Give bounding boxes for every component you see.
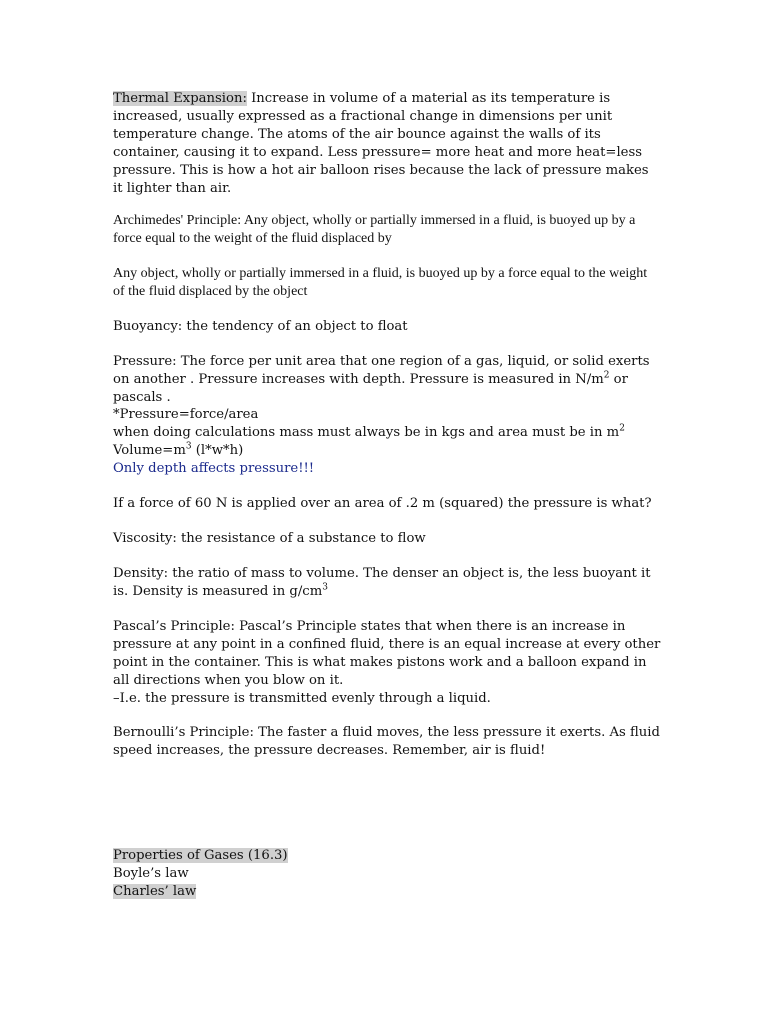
formulas-block [113, 406, 661, 478]
thermal-expansion-paragraph [113, 90, 661, 198]
gases-section [113, 847, 661, 901]
viscosity-paragraph: Viscosity: the resistance of a substance to flow [113, 531, 426, 546]
gases-heading: Properties of Gases (16.3) [113, 848, 288, 863]
pressure-text-after: or pascals . [113, 372, 628, 405]
pascal-block [113, 618, 661, 708]
gases-item-charles: Charles’ law [113, 884, 197, 899]
thermal-expansion-term: Thermal Expansion: [113, 91, 247, 106]
volume-sup: 3 [185, 441, 192, 452]
archimedes-paragraph: Archimedes' Principle: Any object, wholly or partially immersed in a fluid, is buoyed up by a force equal to the weight of the fluid displaced by [113, 213, 636, 246]
pressure-sup: 2 [603, 370, 610, 381]
pascal-paragraph: Pascal’s Principle: Pascal’s Principle states that when there is an increase in pressure at any point in a confined fluid, there is an equal increase at every other point in the container. This is what makes pistons work and a balloon expand in all directions when you blow on it. [113, 619, 661, 688]
any-object-paragraph: Any object, wholly or partially immersed in a fluid, is buoyed up by a force equal to the weight of the fluid displaced by the object [113, 266, 648, 299]
thermal-expansion-text: Increase in volume of a material as its temperature is increased, usually expressed as a fractional change in dimensions per unit temperature change. The atoms of the air bounce against the walls of its container, causing it to expand. Less pressure= more heat and more heat=less pressure. This is how a hot air balloon rises because the lack of pressure makes it lighter than air. [113, 91, 649, 196]
volume-formula: $Volume=m^3$ (l*w*h) [113, 441, 244, 458]
pressure-paragraph [113, 353, 661, 407]
buoyancy-paragraph: Buoyancy: the tendency of an object to float [113, 319, 408, 334]
gases-item-boyle: Boyle’s law [113, 866, 189, 881]
depth-note: Only depth affects pressure!!! [113, 461, 315, 476]
density-paragraph: Density: the ratio of mass to volume. The denser an object is, the less buoyant it is. Density is measured in $g/cm^3$ [113, 566, 651, 599]
pressure-formula: *Pressure=force/area [113, 407, 259, 422]
units-sup: 2 [619, 423, 625, 434]
units-note: when doing calculations mass must always be in kgs and area must be in $m^2$ [113, 423, 625, 440]
pressure-text-before: Pressure: The force per unit area that one region of a gas, liquid, or solid exerts on another . Pressure increases with depth. Pressure is measured in N/m [113, 354, 650, 387]
density-sup: 3 [322, 582, 328, 593]
pascal-note: –I.e. the pressure is transmitted evenly through a liquid. [113, 691, 491, 706]
question-paragraph: If a force of 60 N is applied over an area of .2 m (squared) the pressure is what? [113, 496, 652, 511]
bernoulli-paragraph: Bernoulli’s Principle: The faster a fluid moves, the less pressure it exerts. As fluid speed increases, the pressure decreases. Remember, air is fluid! [113, 725, 660, 758]
